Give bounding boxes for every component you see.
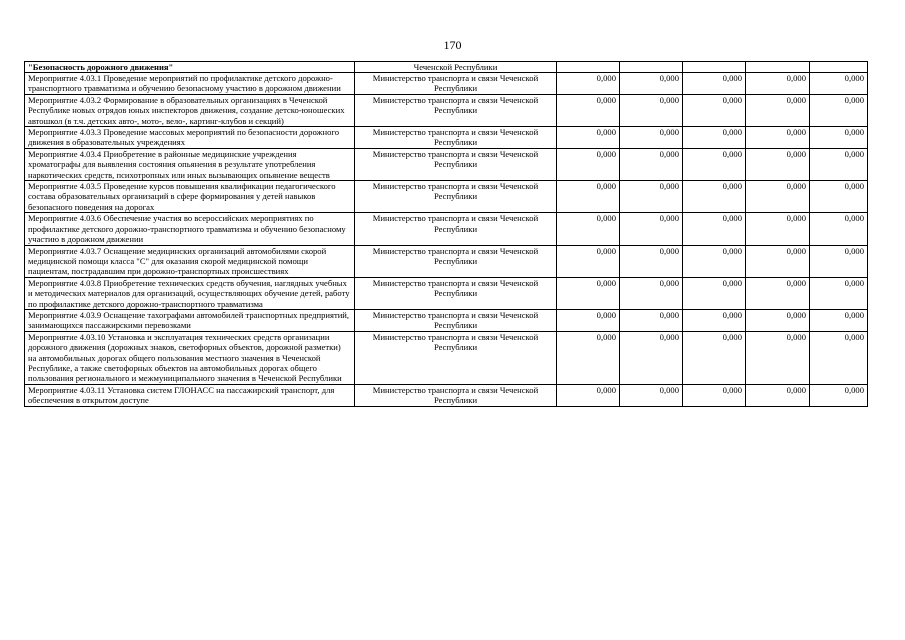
empty-cell — [746, 62, 810, 73]
table-row — [25, 213, 868, 245]
value-cell: 0,000 — [746, 384, 810, 406]
value-cell: 0,000 — [810, 148, 868, 180]
value-cell: 0,000 — [810, 213, 868, 245]
section-title-cell — [25, 62, 355, 73]
value-cell: 0,000 — [810, 127, 868, 149]
measure-cell: Мероприятие 4.03.6 Обеспечение участия во всероссийских мероприятиях по профилактике детского дорожно-транспортного травматизма и обучению безопасному участию в дорожном движении — [25, 213, 355, 245]
value-cell: 0,000 — [810, 73, 868, 95]
value-cell: 0,000 — [557, 181, 620, 213]
measure-cell: Мероприятие 4.03.3 Проведение массовых мероприятий по безопасности дорожного движения в образовательных учреждениях — [25, 127, 355, 149]
section-executor-cell: Чеченской Республики — [355, 62, 557, 73]
executor-cell: Министерство транспорта и связи Чеченской Республики — [355, 384, 557, 406]
measure-cell: Мероприятие 4.03.8 Приобретение технических средств обучения, наглядных учебных и методических материалов для организаций, осуществляющих обучение детей, работу по профилактике детского дорожно-транспортного травматизма — [25, 277, 355, 309]
measure-cell: Мероприятие 4.03.7 Оснащение медицинских организаций автомобилями скорой медицинской помощи класса "С" для оказания скорой медицинской помощи пациентам, пострадавшим при дорожно-транспортных происшествиях — [25, 245, 355, 277]
value-cell: 0,000 — [557, 127, 620, 149]
table-row — [25, 94, 868, 126]
value-cell: 0,000 — [683, 148, 746, 180]
value-cell: 0,000 — [620, 213, 683, 245]
table-row — [25, 181, 868, 213]
measure-cell: Мероприятие 4.03.2 Формирование в образовательных организациях в Чеченской Республике новых отрядов юных инспекторов движения, создание детско-юношеских автошкол (в т.ч. детских авто-, мото-, вело-, картинг-клубов и секций) — [25, 94, 355, 126]
executor-cell: Министерство транспорта и связи Чеченской Республики — [355, 181, 557, 213]
value-cell: 0,000 — [620, 94, 683, 126]
table-row — [25, 73, 868, 95]
executor-cell: Министерство транспорта и связи Чеченской Республики — [355, 213, 557, 245]
measure-cell: Мероприятие 4.03.9 Оснащение тахографами автомобилей транспортных предприятий, занимающихся пассажирскими перевозками — [25, 309, 355, 331]
value-cell: 0,000 — [620, 181, 683, 213]
table-row — [25, 309, 868, 331]
executor-cell: Министерство транспорта и связи Чеченской Республики — [355, 277, 557, 309]
measure-cell: Мероприятие 4.03.1 Проведение мероприятий по профилактике детского дорожно-транспортного травматизма и обучению безопасному участию в дорожном движении — [25, 73, 355, 95]
value-cell: 0,000 — [557, 94, 620, 126]
table-row — [25, 245, 868, 277]
measure-cell: Мероприятие 4.03.4 Приобретение в районные медицинские учреждения хроматографы для выявления состояния опьянения в результате употребления наркотических средств, психотропных или иных вызывающих опьянение веществ — [25, 148, 355, 180]
executor-cell: Министерство транспорта и связи Чеченской Республики — [355, 245, 557, 277]
empty-cell — [683, 62, 746, 73]
value-cell: 0,000 — [620, 331, 683, 384]
value-cell: 0,000 — [746, 213, 810, 245]
value-cell: 0,000 — [810, 331, 868, 384]
value-cell: 0,000 — [683, 73, 746, 95]
executor-cell: Министерство транспорта и связи Чеченской Республики — [355, 73, 557, 95]
table-row — [25, 277, 868, 309]
value-cell: 0,000 — [746, 127, 810, 149]
empty-cell — [810, 62, 868, 73]
table-row — [25, 127, 868, 149]
section-header-row — [25, 62, 868, 73]
value-cell: 0,000 — [620, 127, 683, 149]
value-cell: 0,000 — [557, 277, 620, 309]
value-cell: 0,000 — [810, 94, 868, 126]
value-cell: 0,000 — [620, 277, 683, 309]
value-cell: 0,000 — [557, 148, 620, 180]
value-cell: 0,000 — [683, 94, 746, 126]
table-row — [25, 384, 868, 406]
value-cell: 0,000 — [683, 277, 746, 309]
value-cell: 0,000 — [557, 245, 620, 277]
value-cell: 0,000 — [746, 148, 810, 180]
executor-cell: Министерство транспорта и связи Чеченской Республики — [355, 331, 557, 384]
value-cell: 0,000 — [683, 309, 746, 331]
value-cell: 0,000 — [810, 309, 868, 331]
empty-cell — [557, 62, 620, 73]
value-cell: 0,000 — [557, 73, 620, 95]
executor-cell: Министерство транспорта и связи Чеченской Республики — [355, 309, 557, 331]
value-cell: 0,000 — [557, 331, 620, 384]
executor-cell: Министерство транспорта и связи Чеченской Республики — [355, 127, 557, 149]
value-cell: 0,000 — [683, 245, 746, 277]
page-number: 170 — [443, 38, 462, 52]
measure-cell: Мероприятие 4.03.5 Проведение курсов повышения квалификации педагогического состава образовательных организаций в сфере формирования у детей навыков безопасного поведения на дорогах — [25, 181, 355, 213]
section-title: "Безопасность дорожного движения" — [28, 62, 174, 72]
value-cell: 0,000 — [810, 384, 868, 406]
value-cell: 0,000 — [746, 94, 810, 126]
value-cell: 0,000 — [620, 384, 683, 406]
value-cell: 0,000 — [683, 384, 746, 406]
value-cell: 0,000 — [746, 309, 810, 331]
value-cell: 0,000 — [620, 245, 683, 277]
value-cell: 0,000 — [746, 245, 810, 277]
measure-cell: Мероприятие 4.03.11 Установка систем ГЛОНАСС на пассажирский транспорт, для обеспечения в открытом доступе — [25, 384, 355, 406]
value-cell: 0,000 — [683, 181, 746, 213]
value-cell: 0,000 — [557, 309, 620, 331]
value-cell: 0,000 — [810, 245, 868, 277]
value-cell: 0,000 — [620, 148, 683, 180]
table-row — [25, 331, 868, 384]
table-row — [25, 148, 868, 180]
value-cell: 0,000 — [683, 213, 746, 245]
program-table — [24, 61, 868, 407]
value-cell: 0,000 — [683, 331, 746, 384]
value-cell: 0,000 — [746, 277, 810, 309]
value-cell: 0,000 — [810, 277, 868, 309]
value-cell: 0,000 — [557, 213, 620, 245]
value-cell: 0,000 — [746, 181, 810, 213]
value-cell: 0,000 — [683, 127, 746, 149]
value-cell: 0,000 — [620, 73, 683, 95]
value-cell: 0,000 — [620, 309, 683, 331]
value-cell: 0,000 — [746, 331, 810, 384]
value-cell: 0,000 — [746, 73, 810, 95]
value-cell: 0,000 — [557, 384, 620, 406]
executor-cell: Министерство транспорта и связи Чеченской Республики — [355, 148, 557, 180]
executor-cell: Министерство транспорта и связи Чеченской Республики — [355, 94, 557, 126]
measure-cell: Мероприятие 4.03.10 Установка и эксплуатация технических средств организации дорожного движения (дорожных знаков, светофорных объектов, дорожной разметки) на автомобильных дорогах общего пользования местного значения в Чеченской Республике, а также светофорных объектов на автомобильных дорогах общего пользования регионального и межмуниципального значения в Чеченской Республики — [25, 331, 355, 384]
empty-cell — [620, 62, 683, 73]
value-cell: 0,000 — [810, 181, 868, 213]
